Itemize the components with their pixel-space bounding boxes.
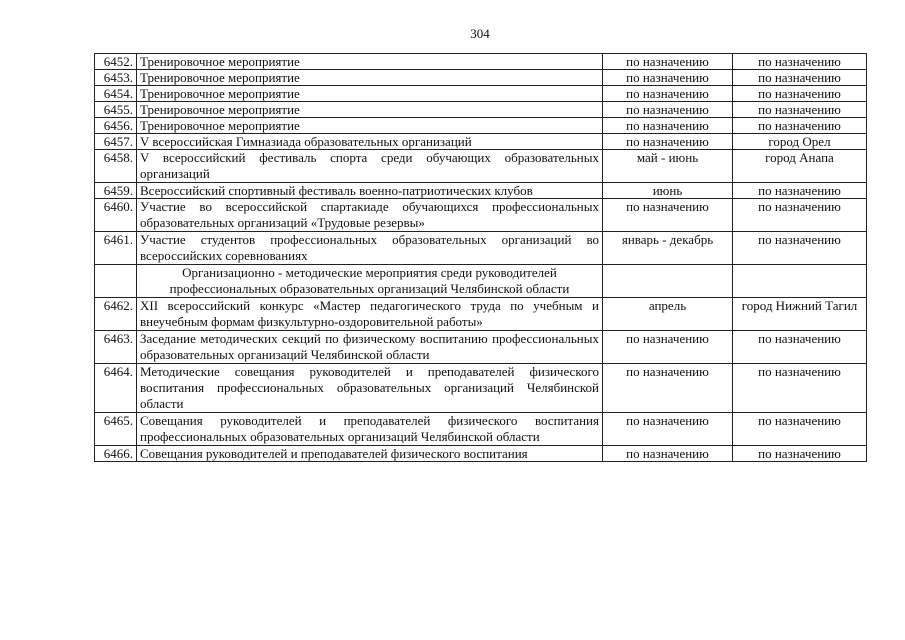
event-dates: по назначению [603, 118, 733, 134]
row-number: 6453. [95, 70, 137, 86]
event-location: по назначению [733, 413, 867, 446]
table-row [95, 54, 867, 70]
event-dates: по назначению [603, 86, 733, 102]
event-dates: по назначению [603, 70, 733, 86]
table-row [95, 364, 867, 413]
table-row [95, 102, 867, 118]
event-dates: по назначению [603, 413, 733, 446]
table-row [95, 232, 867, 265]
event-name: Тренировочное мероприятие [137, 102, 603, 118]
event-location: по назначению [733, 86, 867, 102]
table-row [95, 118, 867, 134]
table-row [95, 199, 867, 232]
row-number: 6455. [95, 102, 137, 118]
event-name: Методические совещания руководителей и преподавателей физического воспитания профессиональных образовательных организаций Челябинской области [137, 364, 603, 413]
event-name: Тренировочное мероприятие [137, 86, 603, 102]
table-row [95, 446, 867, 462]
table-row [95, 86, 867, 102]
event-name: Всероссийский спортивный фестиваль военно-патриотических клубов [137, 183, 603, 199]
event-name: XII всероссийский конкурс «Мастер педагогического труда по учебным и внеучебным формам физкультурно-оздоровительной работы» [137, 298, 603, 331]
row-number: 6464. [95, 364, 137, 413]
event-location: по назначению [733, 446, 867, 462]
table-row [95, 134, 867, 150]
row-number: 6454. [95, 86, 137, 102]
event-dates: июнь [603, 183, 733, 199]
table-row [95, 70, 867, 86]
section-header-row [95, 265, 867, 298]
page-number: 304 [470, 26, 490, 41]
row-number: 6456. [95, 118, 137, 134]
event-name: Участие студентов профессиональных образовательных организаций во всероссийских соревнованиях [137, 232, 603, 265]
row-number: 6460. [95, 199, 137, 232]
row-number: 6452. [95, 54, 137, 70]
event-dates: по назначению [603, 54, 733, 70]
event-name: Тренировочное мероприятие [137, 118, 603, 134]
event-dates: по назначению [603, 331, 733, 364]
table-row [95, 298, 867, 331]
event-location: по назначению [733, 183, 867, 199]
row-number: 6465. [95, 413, 137, 446]
event-dates: по назначению [603, 102, 733, 118]
row-number: 6461. [95, 232, 137, 265]
row-number [95, 265, 137, 298]
event-location: город Нижний Тагил [733, 298, 867, 331]
event-dates: по назначению [603, 364, 733, 413]
event-location: по назначению [733, 54, 867, 70]
event-name: Заседание методических секций по физическому воспитанию профессиональных образовательных организаций Челябинской области [137, 331, 603, 364]
row-number: 6466. [95, 446, 137, 462]
event-location: город Анапа [733, 150, 867, 183]
event-location: по назначению [733, 199, 867, 232]
row-number: 6459. [95, 183, 137, 199]
event-name: Участие во всероссийской спартакиаде обучающихся профессиональных образовательных организаций «Трудовые резервы» [137, 199, 603, 232]
row-number: 6463. [95, 331, 137, 364]
event-name: Совещания руководителей и преподавателей физического воспитания [137, 446, 603, 462]
event-dates: май - июнь [603, 150, 733, 183]
event-dates: по назначению [603, 446, 733, 462]
event-location: город Орел [733, 134, 867, 150]
event-location [733, 265, 867, 298]
event-dates: апрель [603, 298, 733, 331]
event-location: по назначению [733, 118, 867, 134]
event-dates [603, 265, 733, 298]
table-row [95, 331, 867, 364]
row-number: 6458. [95, 150, 137, 183]
event-dates: по назначению [603, 199, 733, 232]
event-dates: по назначению [603, 134, 733, 150]
event-location: по назначению [733, 70, 867, 86]
table-row [95, 183, 867, 199]
events-table [94, 53, 867, 462]
event-name: Совещания руководителей и преподавателей физического воспитания профессиональных образовательных организаций Челябинской области [137, 413, 603, 446]
event-dates: январь - декабрь [603, 232, 733, 265]
event-location: по назначению [733, 232, 867, 265]
event-name: V всероссийская Гимназиада образовательных организаций [137, 134, 603, 150]
row-number: 6462. [95, 298, 137, 331]
table-row [95, 413, 867, 446]
event-name: V всероссийский фестиваль спорта среди обучающих образовательных организаций [137, 150, 603, 183]
event-location: по назначению [733, 364, 867, 413]
table-row [95, 150, 867, 183]
event-location: по назначению [733, 331, 867, 364]
event-location: по назначению [733, 102, 867, 118]
row-number: 6457. [95, 134, 137, 150]
section-title: Организационно - методические мероприятия среди руководителей профессиональных образовательных организаций Челябинской области [137, 265, 603, 298]
event-name: Тренировочное мероприятие [137, 70, 603, 86]
event-name: Тренировочное мероприятие [137, 54, 603, 70]
